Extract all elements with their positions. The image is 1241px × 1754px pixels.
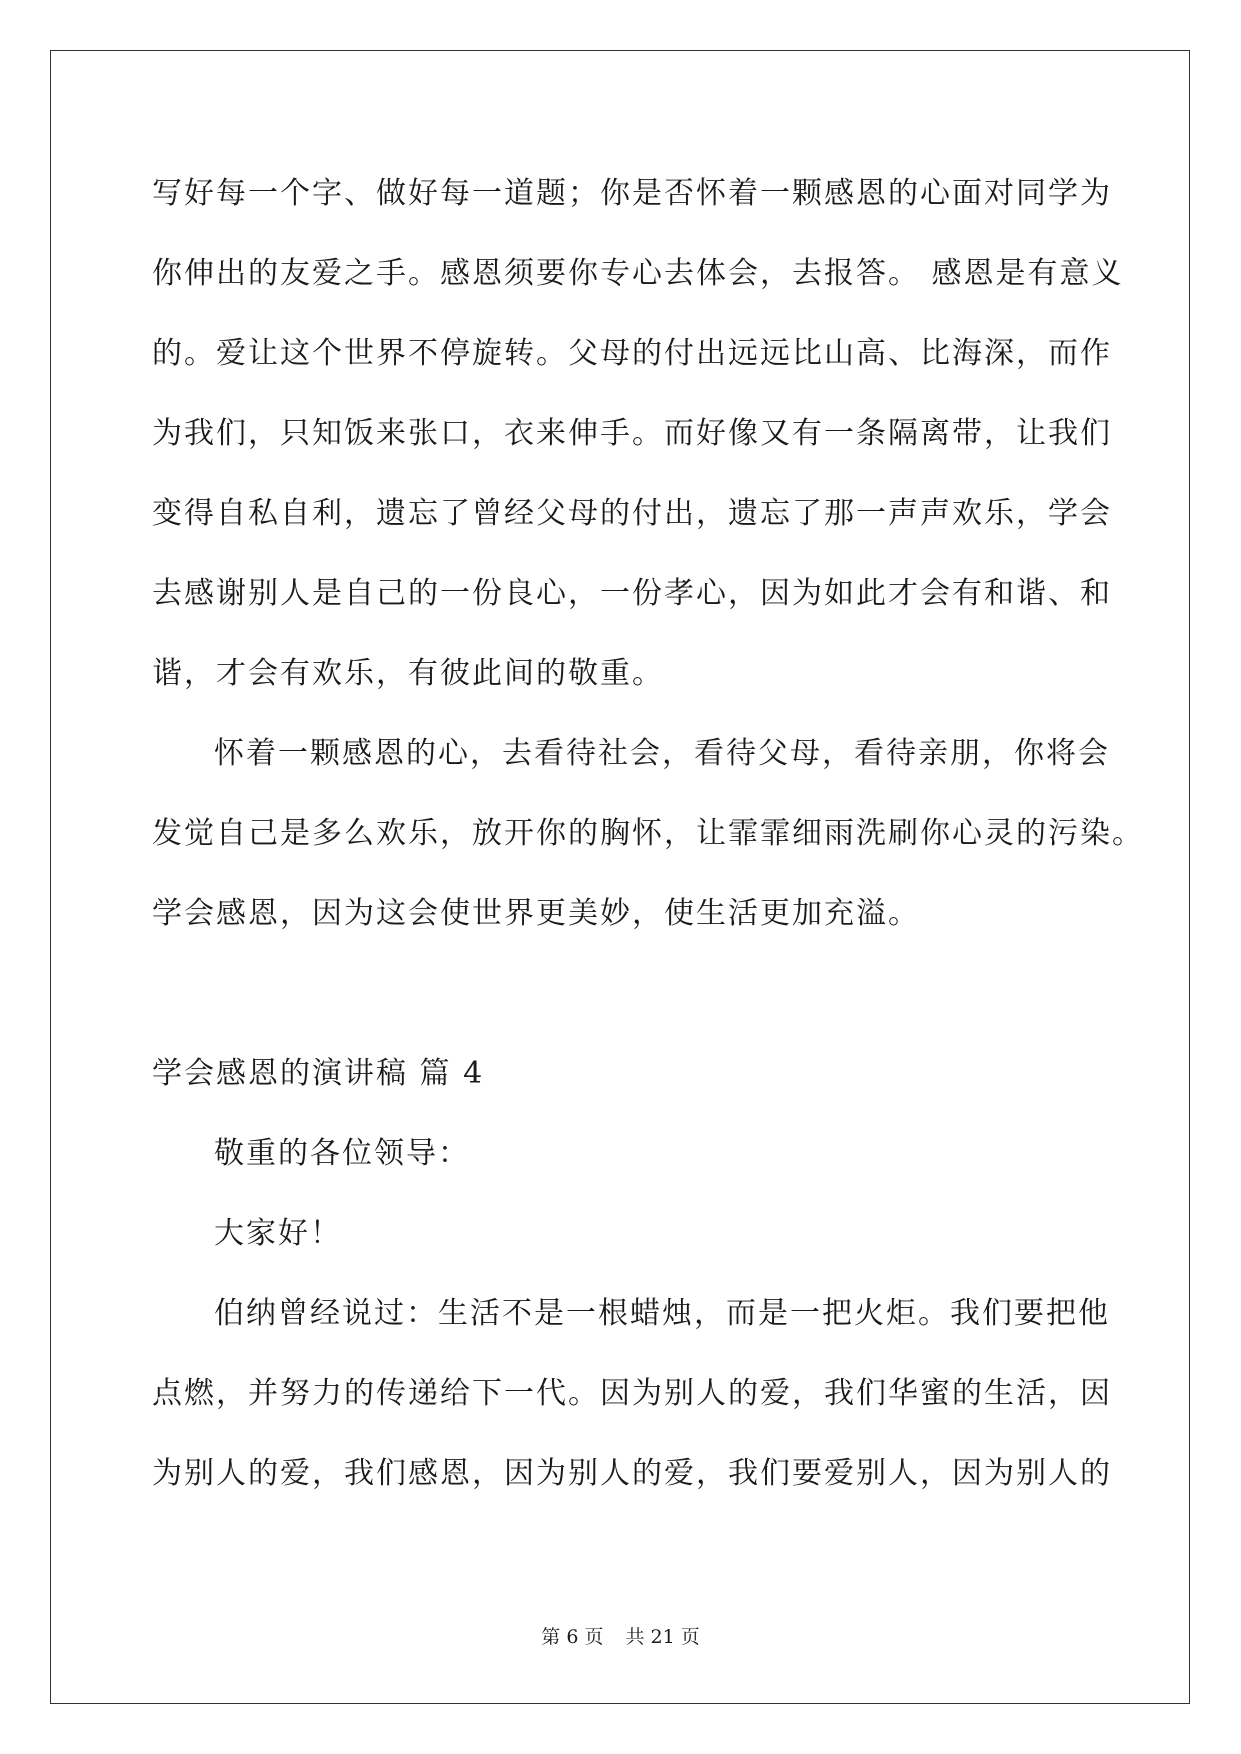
section-heading: 学会感恩的演讲稿 篇 4 bbox=[152, 1056, 485, 1091]
text-line: 学会感恩，因为这会使世界更美妙，使生活更加充溢。 bbox=[152, 896, 920, 931]
text-line: 的。爱让这个世界不停旋转。父母的付出远远比山高、比海深，而作 bbox=[152, 336, 1112, 371]
text-line: 为我们，只知饭来张口，衣来伸手。而好像又有一条隔离带，让我们 bbox=[152, 416, 1112, 451]
text-line: 伯纳曾经说过：生活不是一根蜡烛，而是一把火炬。我们要把他 bbox=[214, 1296, 1110, 1331]
text-line: 变得自私自利，遗忘了曾经父母的付出，遗忘了那一声声欢乐，学会 bbox=[152, 496, 1112, 531]
text-line: 你伸出的友爱之手。感恩须要你专心去体会，去报答。 感恩是有意义 bbox=[152, 256, 1124, 291]
page-footer bbox=[0, 1622, 1241, 1649]
text-line: 点燃，并努力的传递给下一代。因为别人的爱，我们华蜜的生活，因 bbox=[152, 1376, 1112, 1411]
total-pages-label: 共 21 页 bbox=[625, 1626, 700, 1648]
text-line: 怀着一颗感恩的心，去看待社会，看待父母，看待亲朋，你将会 bbox=[214, 736, 1110, 771]
document-body bbox=[152, 154, 1144, 1514]
greeting: 大家好！ bbox=[214, 1216, 342, 1251]
text-line: 为别人的爱，我们感恩，因为别人的爱，我们要爱别人，因为别人的 bbox=[152, 1456, 1112, 1491]
text-line: 去感谢别人是自己的一份良心，一份孝心，因为如此才会有和谐、和 bbox=[152, 576, 1112, 611]
section-spacer bbox=[152, 954, 1088, 1034]
text-line: 谐，才会有欢乐，有彼此间的敬重。 bbox=[152, 656, 664, 691]
text-line: 发觉自己是多么欢乐，放开你的胸怀，让霏霏细雨洗刷你心灵的污染。 bbox=[152, 816, 1144, 851]
current-page-label: 第 6 页 bbox=[541, 1626, 604, 1648]
text-line: 写好每一个字、做好每一道题；你是否怀着一颗感恩的心面对同学为 bbox=[152, 176, 1112, 211]
salutation: 敬重的各位领导： bbox=[214, 1136, 470, 1171]
